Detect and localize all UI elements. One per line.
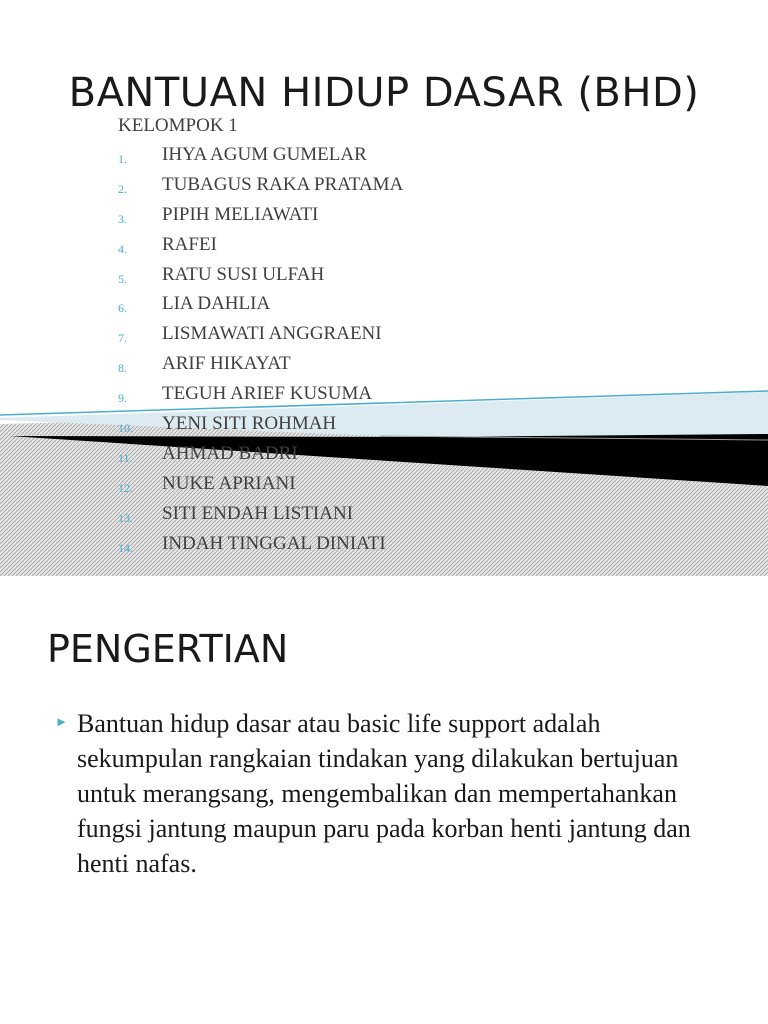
list-item xyxy=(0,383,600,413)
list-item xyxy=(0,353,600,383)
triangle-bullet-icon: ► xyxy=(55,714,68,729)
definition-bullet xyxy=(55,706,695,881)
list-item xyxy=(0,174,600,204)
member-name: TEGUH ARIEF KUSUMA xyxy=(162,383,373,405)
list-item xyxy=(0,503,600,533)
list-number: 12. xyxy=(118,480,133,495)
list-number: 13. xyxy=(118,510,133,525)
list-number: 3. xyxy=(118,211,127,226)
member-name: ARIF HIKAYAT xyxy=(162,353,291,375)
list-number: 1. xyxy=(118,152,127,166)
member-name: YENI SITI ROHMAH xyxy=(162,413,337,435)
list-number: 5. xyxy=(118,271,127,286)
list-number: 4. xyxy=(118,241,127,256)
section-title: PENGERTIAN xyxy=(47,627,289,671)
member-name: NUKE APRIANI xyxy=(162,472,296,494)
list-item xyxy=(0,323,600,353)
member-name: RATU SUSI ULFAH xyxy=(162,263,325,285)
list-item xyxy=(0,443,600,473)
list-item xyxy=(0,473,600,503)
member-name: IHYA AGUM GUMELAR xyxy=(162,144,367,165)
member-list xyxy=(0,144,600,562)
list-item xyxy=(0,264,600,294)
list-item xyxy=(0,413,600,443)
list-item xyxy=(0,204,600,234)
member-name: SITI ENDAH LISTIANI xyxy=(162,502,354,524)
member-name: RAFEI xyxy=(162,233,217,255)
member-name: PIPIH MELIAWATI xyxy=(162,203,319,225)
member-name: LIA DAHLIA xyxy=(162,293,271,315)
list-item xyxy=(0,533,600,563)
list-number: 9. xyxy=(118,391,127,406)
page-title: BANTUAN HIDUP DASAR (BHD) xyxy=(68,70,700,116)
list-number: 10. xyxy=(118,421,133,436)
list-number: 11. xyxy=(118,450,133,465)
slide-2 xyxy=(0,576,768,1024)
list-item xyxy=(0,144,600,174)
list-number: 14. xyxy=(118,540,133,555)
list-item xyxy=(0,234,600,264)
group-label: KELOMPOK 1 xyxy=(118,115,238,136)
member-name: AHMAD BADRI xyxy=(162,442,298,464)
list-number: 8. xyxy=(118,361,127,376)
member-name: INDAH TINGGAL DINIATI xyxy=(162,532,386,554)
list-item xyxy=(0,293,600,323)
definition-text: Bantuan hidup dasar atau basic life support adalah sekumpulan rangkaian tindakan yang dilakukan bertujuan untuk merangsang, mengembalikan dan mempertahankan fungsi jantung maupun paru pada korban henti jantung dan henti nafas. xyxy=(77,709,691,878)
member-name: LISMAWATI ANGGRAENI xyxy=(162,323,382,345)
list-number: 2. xyxy=(118,181,127,196)
list-number: 7. xyxy=(118,331,127,346)
list-number: 6. xyxy=(118,301,127,316)
member-name: TUBAGUS RAKA PRATAMA xyxy=(162,173,404,195)
